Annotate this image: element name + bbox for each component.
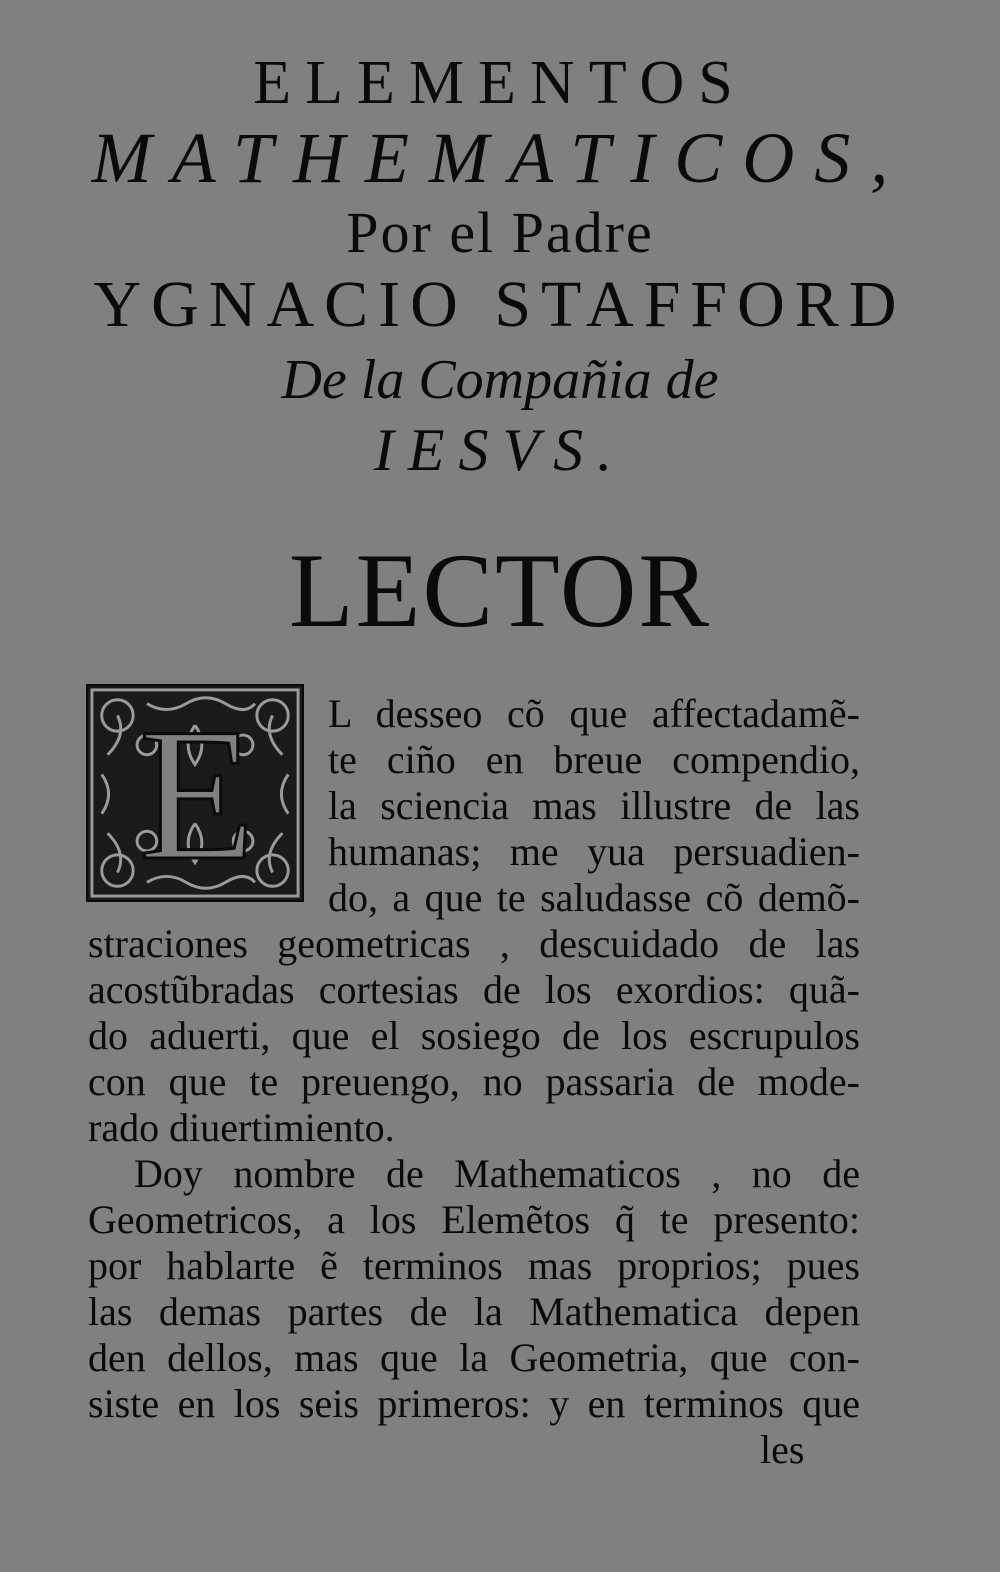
text-line: do, a que te saludasse cõ demõ- bbox=[328, 875, 860, 920]
text-line: las demas partes de la Mathematica depen bbox=[88, 1289, 860, 1334]
text-line: L desseo cõ que affectadamẽ- bbox=[328, 691, 860, 736]
text-line: con que te preuengo, no passaria de mode- bbox=[88, 1059, 860, 1104]
decorated-initial bbox=[86, 684, 304, 902]
text-line: straciones geometricas , descuidado de las bbox=[88, 921, 860, 966]
title-line-author-name: YGNACIO STAFFORD bbox=[93, 268, 907, 341]
title-line-society: De la Compañia de bbox=[281, 349, 719, 411]
text-line: Geometricos, a los Elemẽtos q̃ te presento: bbox=[88, 1197, 860, 1242]
catchword: les bbox=[760, 1427, 805, 1472]
text-line: por hablarte ẽ terminos mas proprios; pues bbox=[88, 1243, 860, 1288]
text-line: do aduerti, que el sosiego de los escrupulos bbox=[88, 1013, 860, 1058]
initial-letter: E bbox=[138, 690, 256, 900]
title-line-elementos: ELEMENTOS bbox=[253, 49, 747, 117]
section-heading: LECTOR bbox=[288, 532, 712, 649]
text-line: siste en los seis primeros: y en terminos que bbox=[88, 1381, 860, 1426]
title-line-author-prefix: Por el Padre bbox=[346, 200, 654, 265]
text-line: la sciencia mas illustre de las bbox=[328, 783, 860, 828]
text-line: te ciño en breue compendio, bbox=[328, 737, 860, 782]
title-line-mathematicos: MATHEMATICOS, bbox=[91, 118, 909, 198]
text-line: acostũbradas cortesias de los exordios: quã- bbox=[88, 967, 860, 1012]
text-line: rado diuertimiento. bbox=[88, 1105, 395, 1150]
title-line-iesvs: IESVS. bbox=[373, 417, 627, 483]
text-line: den dellos, mas que la Geometria, que con- bbox=[88, 1335, 860, 1380]
text-line: Doy nombre de Mathematicos , no de bbox=[134, 1151, 860, 1196]
text-line: humanas; me yua persuadien- bbox=[328, 829, 860, 874]
